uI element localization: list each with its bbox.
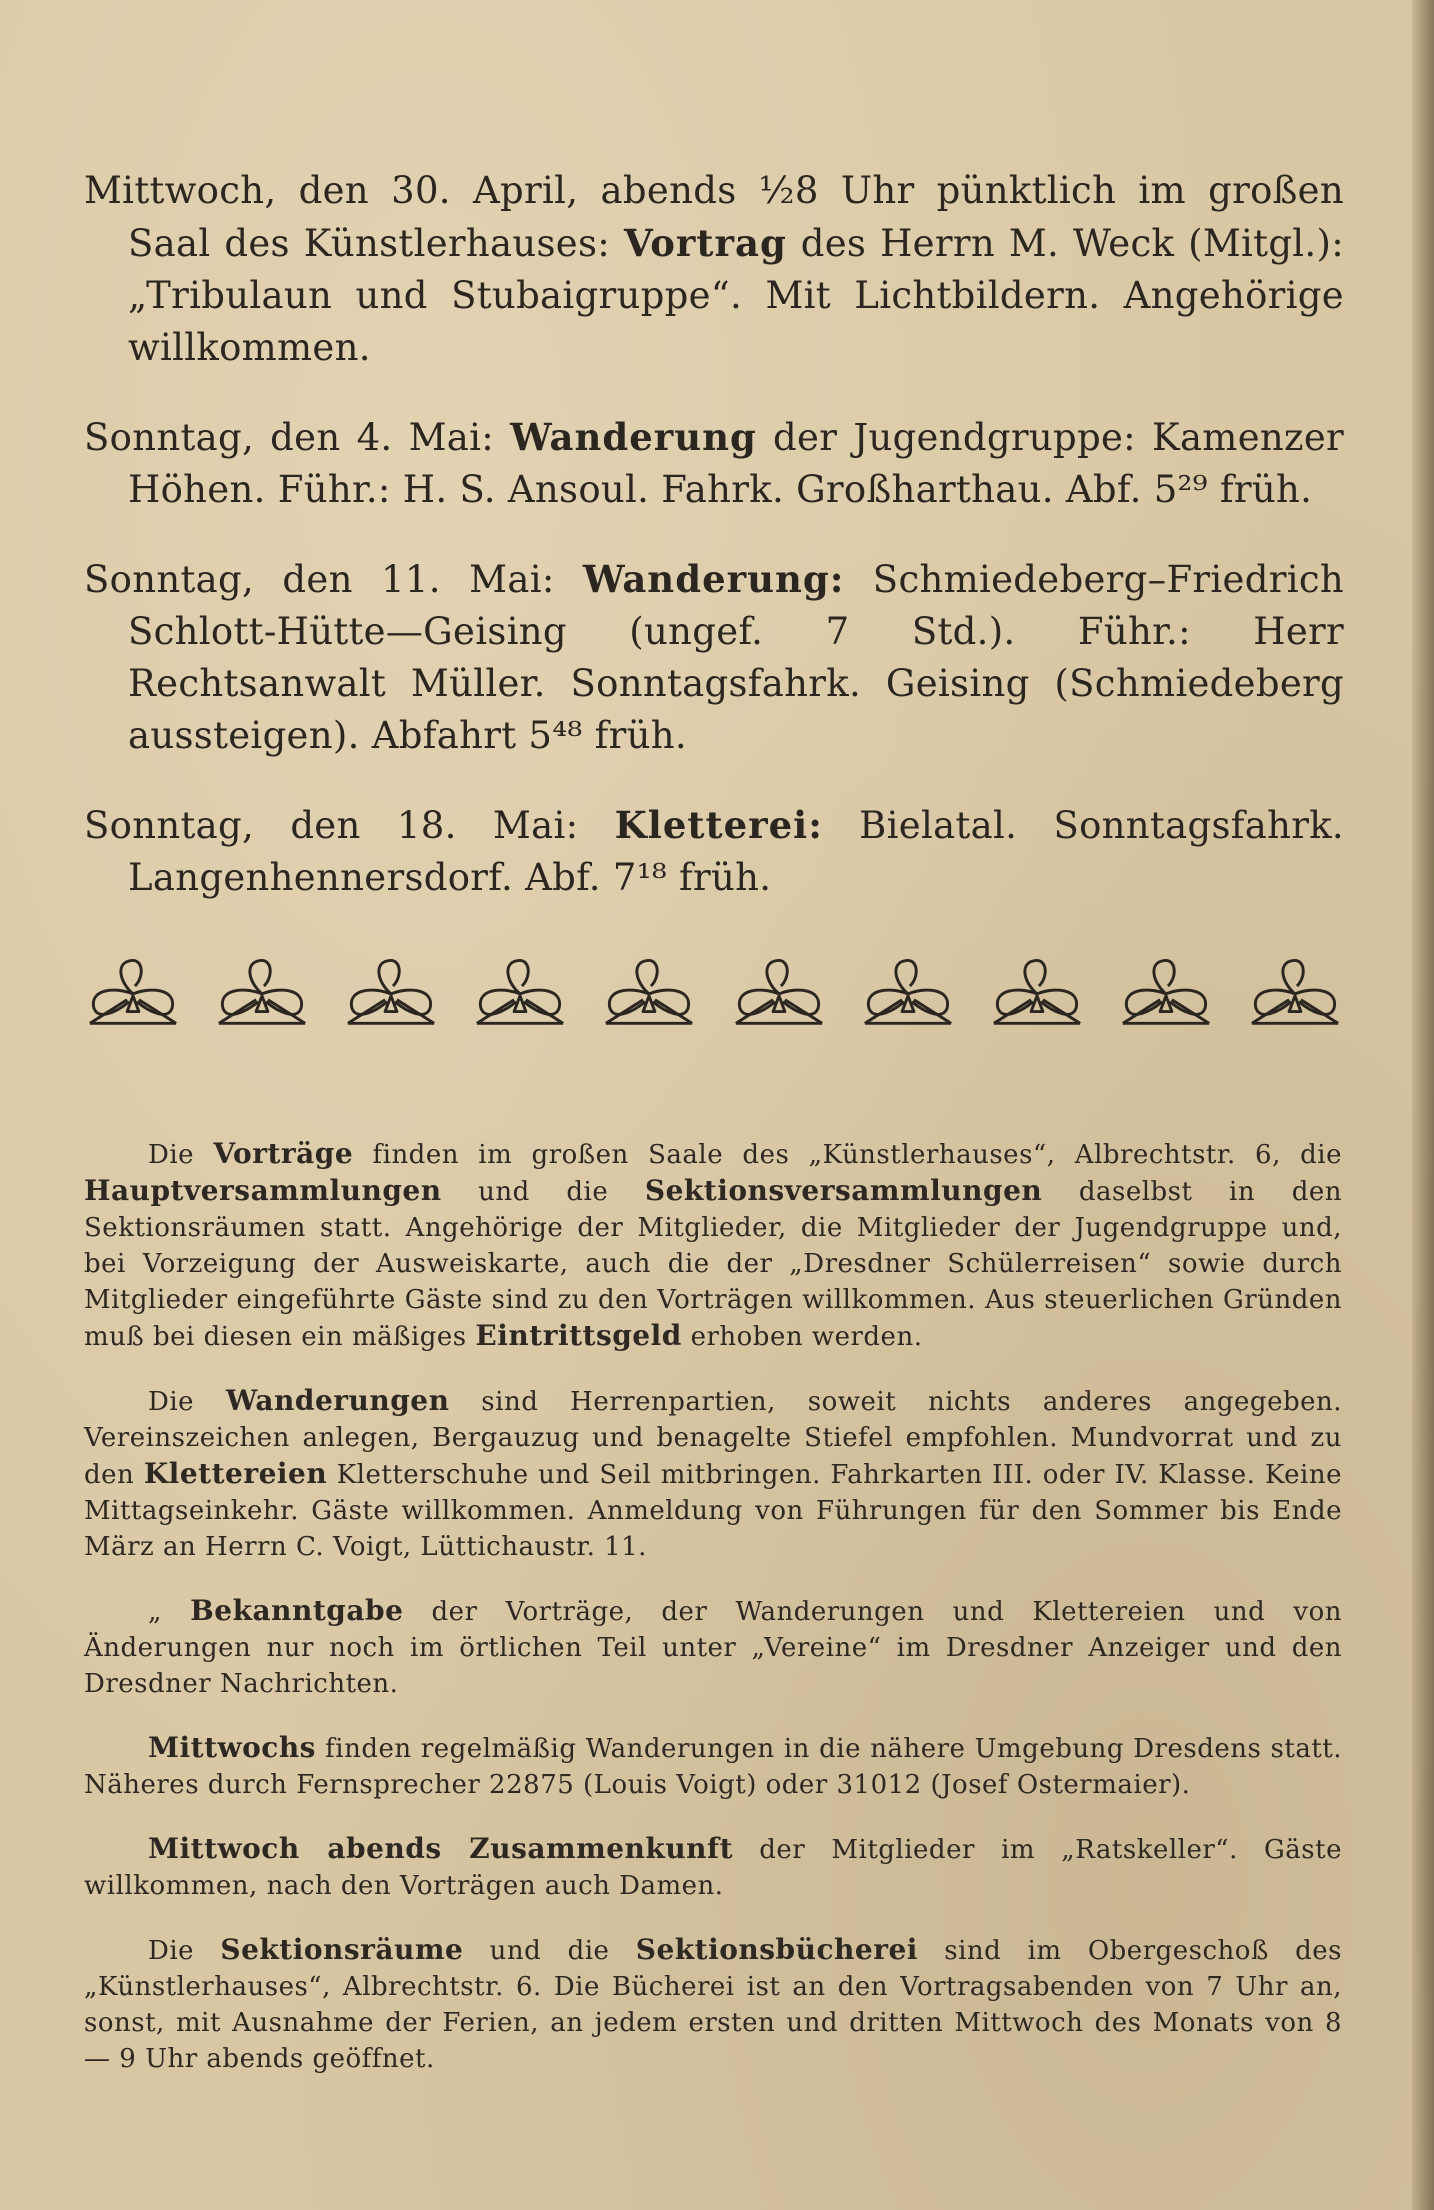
note-keyword: Sektionsversammlungen bbox=[644, 1174, 1043, 1207]
clover-ornament bbox=[988, 952, 1086, 1028]
event-entry bbox=[84, 165, 1344, 374]
note-text: Die bbox=[148, 1387, 226, 1417]
clover-ornament bbox=[213, 952, 311, 1028]
clover-ornament bbox=[471, 952, 569, 1028]
event-type: Wanderung bbox=[510, 415, 757, 459]
note-text: Die bbox=[148, 1936, 221, 1966]
notes-section bbox=[84, 1110, 1342, 2105]
clover-ornament bbox=[600, 952, 698, 1028]
note-keyword: Vorträge bbox=[213, 1137, 354, 1170]
note-text: und die bbox=[441, 1177, 645, 1207]
note-text: und die bbox=[463, 1936, 636, 1966]
note-text: sind im Obergeschoß des „Künstlerhauses“, Albrechtstr. 6. Die Bücherei ist an den Vortragsabenden von 7 Uhr an, sonst, mit Ausnahme der Ferien, an jedem ersten und dritten Mittwoch des Monats von 8 — 9 Uhr abends geöffnet. bbox=[84, 1936, 1342, 2074]
note-text: der Vorträge, der Wanderungen und Klettereien und von Änderungen nur noch im örtlichen Teil unter „Vereine“ im Dresdner Anzeiger und den Dresdner Nachrichten. bbox=[84, 1597, 1343, 1699]
note-keyword: Wanderungen bbox=[225, 1384, 450, 1417]
event-entry bbox=[84, 799, 1344, 904]
note-text: finden regelmäßig Wanderungen in die nähere Umgebung Dresdens statt. Näheres durch Fernsprecher 22875 (Louis Voigt) oder 31012 (Josef Ostermaier). bbox=[84, 1734, 1342, 1800]
event-text: des Herrn M. Weck (Mitgl.): „Tribulaun und Stubaigruppe“. Mit Lichtbildern. Angehörige willkommen. bbox=[128, 222, 1344, 369]
event-text: Sonntag, den 11. Mai: bbox=[84, 558, 583, 601]
note-keyword: Sektionsräume bbox=[220, 1933, 464, 1966]
clover-ornament bbox=[1246, 952, 1344, 1028]
event-text: Bielatal. Sonntagsfahrk. Langenhennersdorf. Abf. 7¹⁸ früh. bbox=[128, 804, 1344, 899]
note-text: sind Herrenpartien, soweit nichts anderes angegeben. Vereinszeichen anlegen, Bergauzug und benagelte Stiefel empfohlen. Mundvorrat und zu den bbox=[84, 1387, 1342, 1490]
note-keyword: Hauptversammlungen bbox=[84, 1174, 442, 1207]
note-keyword: Sektionsbücherei bbox=[635, 1933, 918, 1966]
event-text: Schmiedeberg–Friedrich Schlott-Hütte—Geising (ungef. 7 Std.). Führ.: Herr Rechtsanwalt Müller. Sonntagsfahrk. Geising (Schmiedeberg aussteigen). Abfahrt 5⁴⁸ früh. bbox=[128, 558, 1344, 757]
event-type: Kletterei: bbox=[614, 803, 823, 847]
event-type: Vortrag bbox=[623, 221, 787, 265]
note-paragraph bbox=[84, 1932, 1342, 2077]
note-text: erhoben werden. bbox=[681, 1322, 923, 1352]
note-text: finden im großen Saale des „Künstlerhauses“, Albrechtstr. 6, die bbox=[353, 1140, 1343, 1170]
event-text: Sonntag, den 4. Mai: bbox=[84, 416, 511, 459]
event-type: Wanderung: bbox=[582, 557, 845, 601]
note-paragraph bbox=[84, 1831, 1342, 1904]
event-text: Mittwoch, den 30. April, abends ½8 Uhr pünktlich im großen Saal des Künstlerhauses: bbox=[84, 169, 1344, 265]
ornament-divider bbox=[84, 950, 1344, 1030]
event-list bbox=[84, 128, 1344, 938]
clover-ornament bbox=[84, 952, 182, 1028]
note-paragraph bbox=[84, 1383, 1342, 1565]
note-paragraph bbox=[84, 1136, 1342, 1355]
note-text: der Mitglieder im „Ratskeller“. Gäste willkommen, nach den Vorträgen auch Damen. bbox=[84, 1835, 1342, 1901]
page-edge-shadow bbox=[1412, 0, 1434, 2210]
note-keyword: Eintrittsgeld bbox=[475, 1319, 682, 1352]
note-paragraph bbox=[84, 1730, 1342, 1803]
note-text: Die bbox=[148, 1140, 214, 1170]
note-keyword: Klettereien bbox=[143, 1457, 328, 1490]
note-text: daselbst in den Sektionsräumen statt. Angehörige der Mitglieder, die Mitglieder der Jugendgruppe und, bei Vorzeigung der Ausweiskarte, auch die der „Dresdner Schülerreisen“ sowie durch Mitglieder eingeführte Gäste sind zu den Vorträgen willkommen. Aus steuerlichen Gründen muß bei diesen ein mäßiges bbox=[84, 1177, 1342, 1352]
event-entry bbox=[84, 553, 1344, 762]
note-paragraph bbox=[84, 1593, 1342, 1702]
clover-ornament bbox=[342, 952, 440, 1028]
note-text: Kletterschuhe und Seil mitbringen. Fahrkarten III. oder IV. Klasse. Keine Mittagseinkehr. Gäste willkommen. Anmeldung von Führungen für den Sommer bis Ende März an Herrn C. Voigt, Lüttichaustr. 11. bbox=[84, 1460, 1342, 1562]
clover-ornament bbox=[730, 952, 828, 1028]
event-entry bbox=[84, 411, 1344, 516]
event-text: der Jugendgruppe: Kamenzer Höhen. Führ.: H. S. Ansoul. Fahrk. Großharthau. Abf. 5²⁹ früh. bbox=[128, 416, 1344, 511]
note-keyword: Mittwoch abends Zusammenkunft bbox=[148, 1832, 734, 1865]
clover-ornament bbox=[1117, 952, 1215, 1028]
event-text: Sonntag, den 18. Mai: bbox=[84, 804, 615, 847]
note-keyword: Bekanntgabe bbox=[190, 1594, 404, 1627]
note-keyword: Mittwochs bbox=[148, 1731, 316, 1764]
clover-ornament bbox=[859, 952, 957, 1028]
note-text: „ bbox=[148, 1597, 191, 1627]
